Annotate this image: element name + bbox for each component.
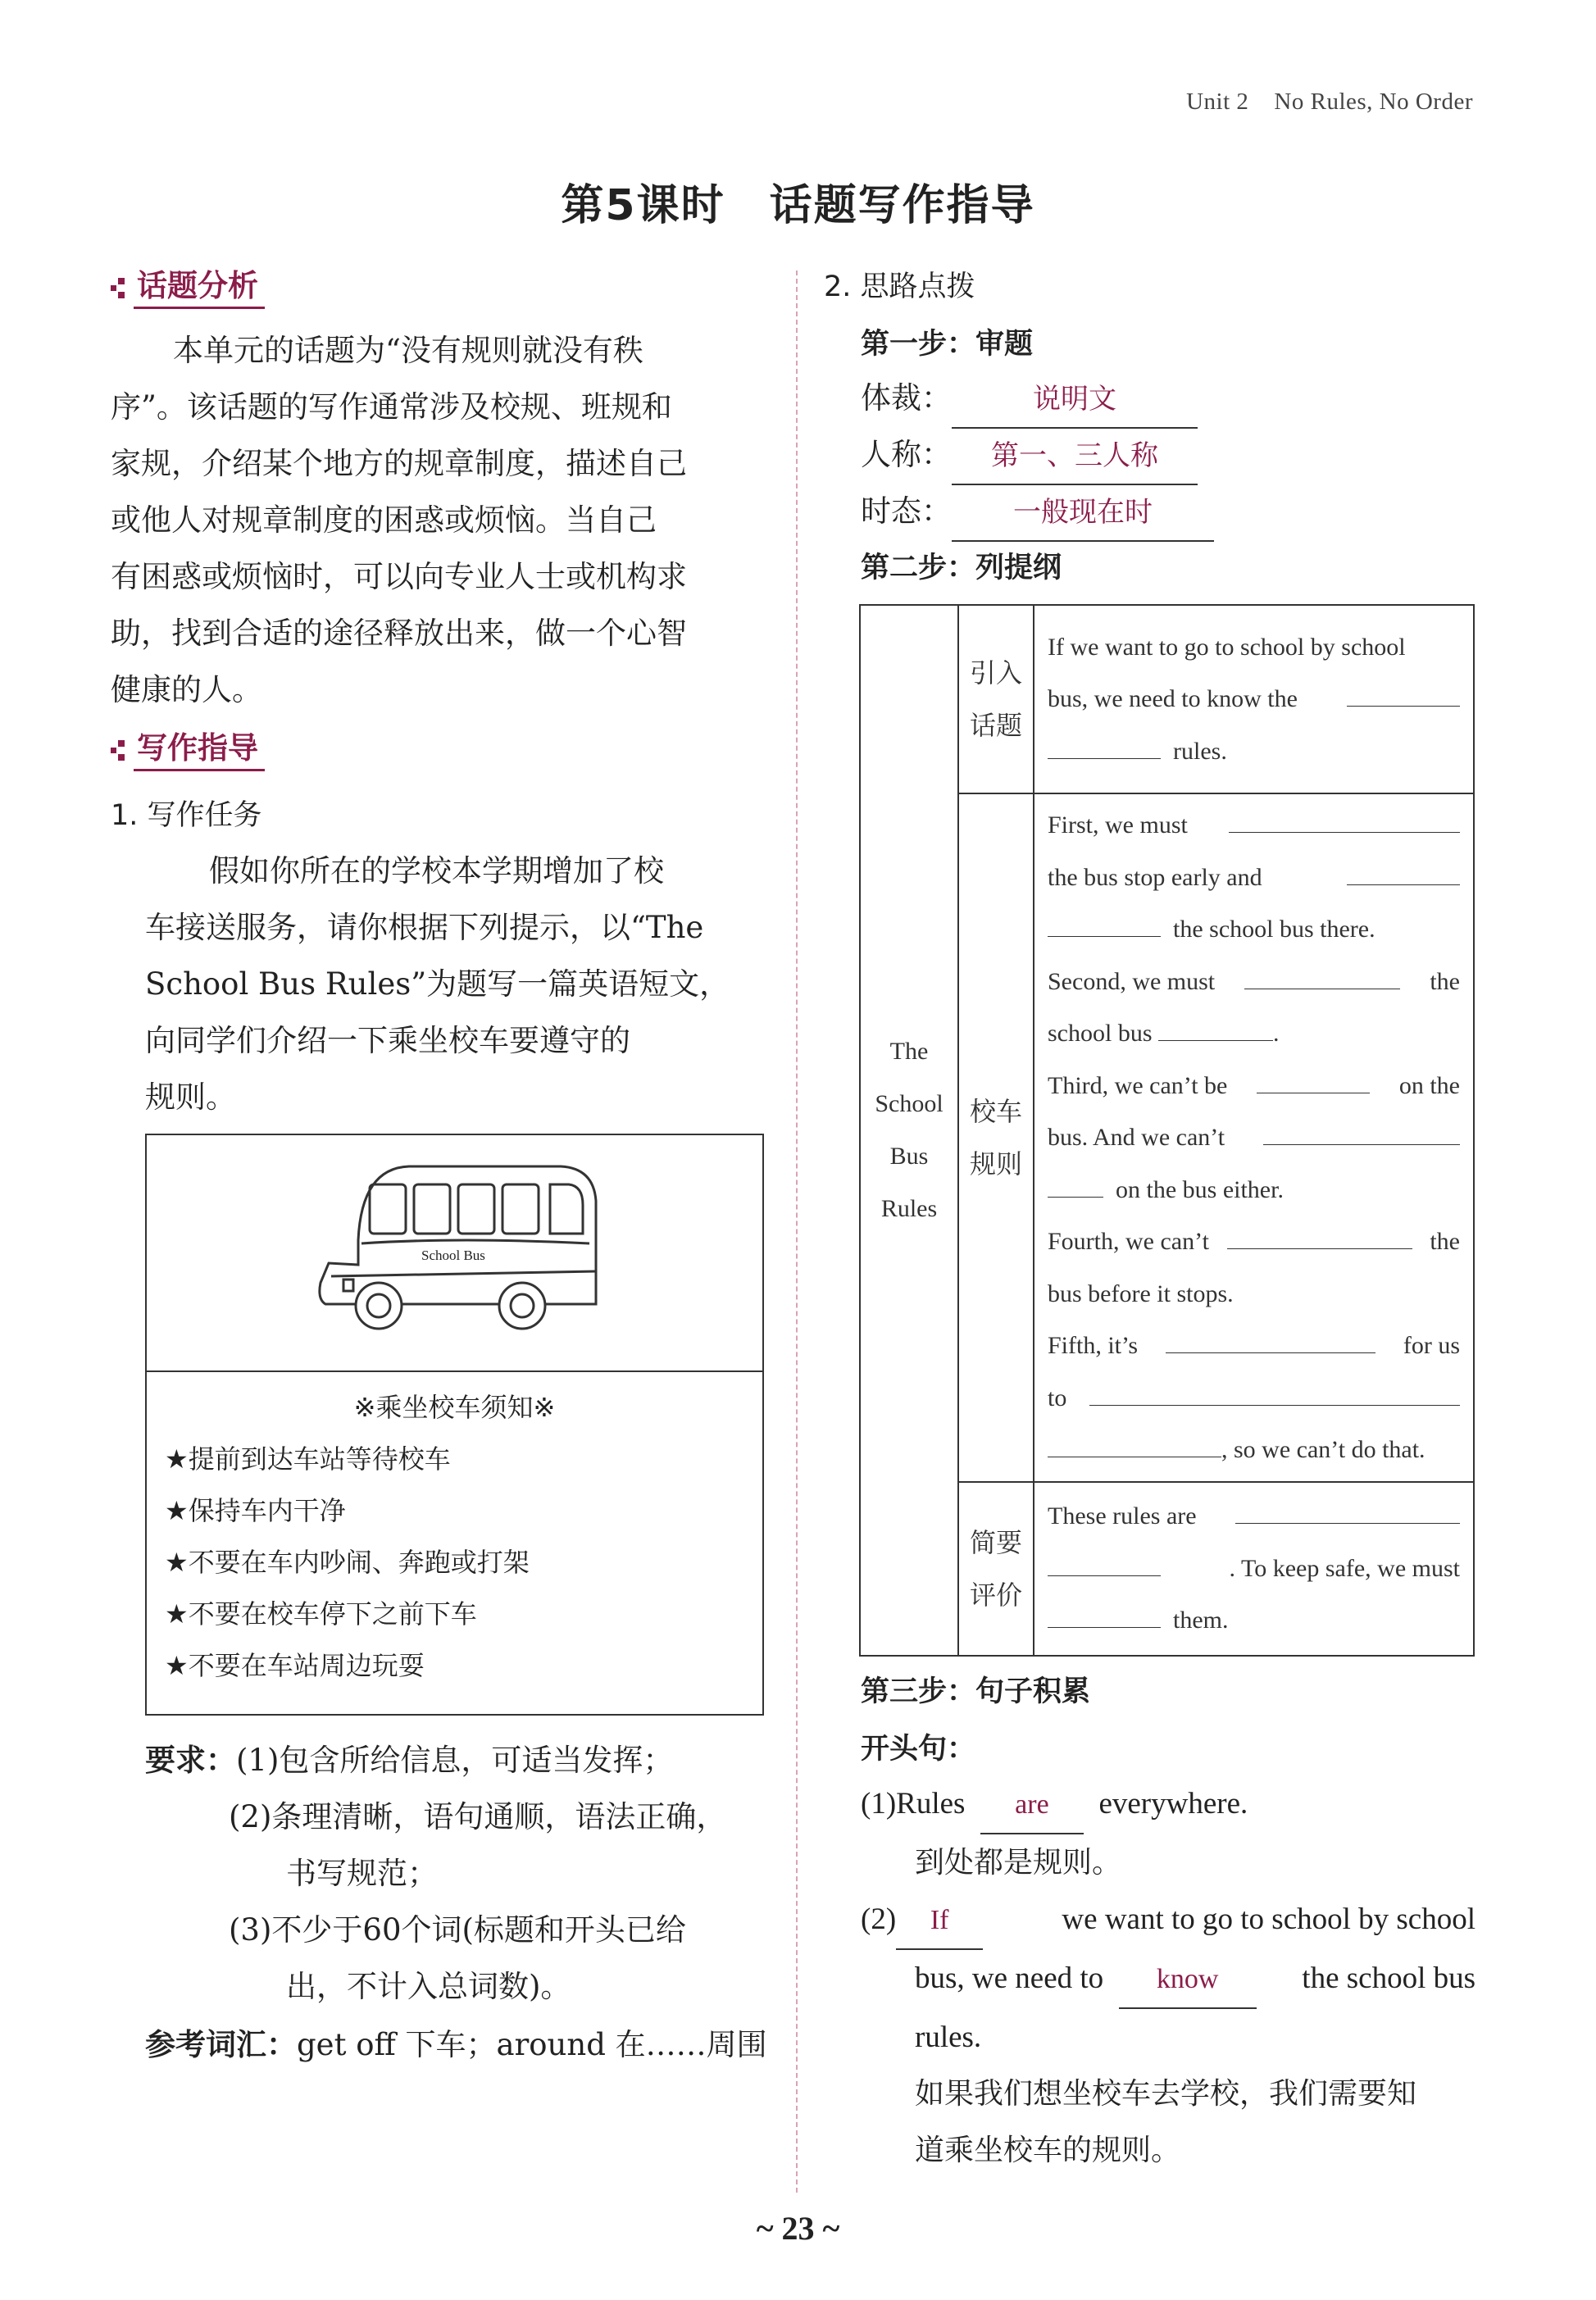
outline-line: Fourth, we can’t (1048, 1228, 1209, 1255)
sentence-text: rules. (915, 2020, 982, 2054)
outline-title-word: School (875, 1089, 944, 1117)
notice-rule: ★保持车内干净 (165, 1495, 346, 1526)
sentence-translation: 道乘坐校车的规则。 (915, 2134, 1181, 2167)
page-number: ~ 23 ~ (756, 2210, 840, 2247)
sentence-answer: If (896, 1892, 983, 1950)
sentence-text: Rules (896, 1787, 966, 1820)
answer-blank[interactable] (1089, 1380, 1460, 1406)
answer-blank[interactable] (1263, 1120, 1460, 1145)
step2-label: 第二步：列提纲 (861, 552, 1062, 584)
outline-table (859, 604, 1475, 1657)
rules-label: 校车 (969, 1095, 1022, 1127)
paragraph-line: 健康的人。 (111, 672, 262, 707)
eval-label: 简要 (969, 1526, 1022, 1558)
outline-line: bus. And we can’t (1048, 1124, 1225, 1151)
outline-line: First, we must (1048, 811, 1188, 839)
sentence-text: bus, we need to (915, 1961, 1104, 1995)
answer-blank[interactable] (1158, 1016, 1273, 1041)
outline-line: bus before it stops. (1048, 1280, 1234, 1307)
sentence-number: (1) (861, 1787, 897, 1820)
outline-line: on the (1398, 1071, 1460, 1099)
sentence-number: (2) (861, 1902, 897, 1936)
outline-line: them. (1173, 1607, 1229, 1634)
paragraph-line: 家规，介绍某个地方的规章制度，描述自己 (111, 446, 687, 481)
outline-line: . To keep safe, we must (1229, 1554, 1460, 1582)
answer-blank[interactable] (1347, 860, 1460, 885)
unit-title: No Rules, No Order (1274, 89, 1473, 115)
requirements (145, 1732, 768, 2015)
notice-rule: ★不要在车站周边玩耍 (165, 1650, 425, 1681)
answer-blank[interactable] (1229, 807, 1460, 833)
outline-title-word: The (889, 1037, 929, 1065)
task-heading: 1. 写作任务 (111, 799, 262, 832)
outline-line: on the bus either. (1116, 1175, 1284, 1203)
reference-vocab (145, 2016, 767, 2073)
outline-line: These rules are (1048, 1502, 1197, 1530)
intro-label-cell (958, 605, 1034, 793)
heading-marker-icon (111, 738, 127, 762)
eval-label: 评价 (969, 1579, 1022, 1611)
lesson-title: 第5课时 话题写作指导 (561, 181, 1035, 230)
intro-content-cell (1034, 605, 1474, 793)
unit-label: Unit 2 (1186, 89, 1249, 115)
eval-content-cell (1034, 1482, 1474, 1656)
bus-side-label: School Bus (421, 1248, 485, 1263)
paragraph-line: 或他人对规章制度的困惑或烦恼。当自己 (111, 502, 657, 538)
person-answer: 第一、三人称 (952, 428, 1198, 485)
outline-line: bus, we need to know the (1048, 685, 1298, 713)
paragraph-line: 序”。该话题的写作通常涉及校规、班规和 (111, 389, 672, 425)
heading-marker-icon (111, 275, 127, 300)
intro-label: 引入 (969, 657, 1022, 689)
answer-blank[interactable] (1048, 734, 1161, 759)
outline-line: If we want to go to school by school (1048, 633, 1406, 661)
outline-line: Fifth, it’s (1048, 1332, 1139, 1359)
outline-title-word: Bus (889, 1142, 929, 1170)
outline-line: the bus stop early and (1048, 863, 1262, 891)
outline-line: for us (1403, 1332, 1460, 1359)
column-divider (796, 270, 798, 2193)
genre-row (861, 370, 1198, 429)
writing-guide-heading (111, 723, 265, 767)
outline-line: the school bus there. (1173, 916, 1375, 943)
outline-line: Second, we must (1048, 967, 1216, 995)
sentence-answer: know (1119, 1951, 1257, 2009)
requirement-item: (1)包含所给信息，可适当发挥； (236, 1743, 674, 1778)
paragraph-line: 助，找到合适的途径释放出来，做一个心智 (111, 616, 687, 651)
notice-rule: ★提前到达车站等待校车 (165, 1443, 451, 1475)
paragraph-line: 有困惑或烦恼时，可以向专业人士或机构求 (111, 559, 687, 594)
intro-label: 话题 (969, 710, 1022, 741)
vocab-label: 参考词汇： (145, 2027, 297, 2062)
task-body (145, 843, 760, 1125)
sentence-text: everywhere. (1098, 1787, 1248, 1820)
answer-blank[interactable] (1048, 1551, 1161, 1576)
paragraph-line: 向同学们介绍一下乘坐校车要遵守的 (145, 1023, 630, 1058)
bus-illustration-area (147, 1135, 762, 1372)
requirements-label: 要求： (145, 1743, 236, 1778)
sentence-answer: are (980, 1776, 1084, 1834)
paragraph-line: 假如你所在的学校本学期增加了校 (209, 853, 664, 889)
step3-label: 第三步：句子积累 (861, 1675, 1091, 1708)
requirement-item: (2)条理清晰，语句通顺，语法正确， (229, 1799, 727, 1834)
notice-rule: ★不要在车内吵闹、奔跑或打架 (165, 1547, 530, 1578)
topic-analysis-heading (111, 261, 265, 305)
outline-line: to (1048, 1384, 1067, 1411)
rules-label-cell (958, 793, 1034, 1482)
outline-line: Third, we can’t be (1048, 1071, 1228, 1099)
sentence-translation: 到处都是规则。 (915, 1846, 1122, 1880)
answer-blank[interactable] (1235, 1498, 1460, 1524)
requirement-item: 出，不计入总词数)。 (286, 1969, 571, 2004)
rules-label: 规则 (969, 1148, 1022, 1180)
outline-title-cell (860, 605, 958, 1656)
sentence-2-line2 (861, 1950, 1476, 2009)
notice-rules (147, 1372, 762, 1692)
sentence-2 (861, 1891, 1476, 1950)
answer-blank[interactable] (1227, 1224, 1412, 1249)
paragraph-line: 规则。 (145, 1080, 236, 1115)
outline-title-word: Rules (880, 1194, 938, 1222)
outline-line: the (1430, 967, 1460, 995)
notice-box (145, 1134, 764, 1716)
vocab-text: get off 下车；around 在……周围 (297, 2027, 767, 2062)
topic-analysis-title: 话题分析 (134, 268, 265, 309)
opening-label: 开头句： (861, 1733, 976, 1766)
outline-line: the (1430, 1228, 1460, 1255)
sentence-text: the school bus (1302, 1961, 1476, 1995)
genre-label: 体裁： (861, 380, 952, 416)
sentence-text: we want to go to school by school (1062, 1902, 1476, 1936)
answer-blank[interactable] (1048, 1432, 1221, 1457)
outline-line: rules. (1173, 737, 1227, 765)
answer-blank[interactable] (1048, 911, 1161, 937)
paragraph-line: 车接送服务，请你根据下列提示，以“The (145, 910, 704, 945)
rules-content-cell (1034, 793, 1474, 1482)
answer-blank[interactable] (1048, 1602, 1161, 1628)
notice-rule: ★不要在校车停下之前下车 (165, 1598, 477, 1630)
sentence-bank (861, 1775, 1476, 2179)
person-label: 人称： (861, 437, 952, 472)
eval-label-cell (958, 1482, 1034, 1656)
notice-title: ※乘坐校车须知※ (353, 1392, 556, 1423)
writing-guide-title: 写作指导 (134, 730, 265, 771)
answer-blank[interactable] (1257, 1068, 1370, 1093)
answer-blank[interactable] (1048, 1172, 1103, 1198)
outline-line: school bus (1048, 1020, 1153, 1047)
sentence-1 (861, 1775, 1476, 1834)
ideas-heading: 2. 思路点拨 (824, 270, 975, 303)
requirement-item: 书写规范； (286, 1856, 438, 1891)
topic-analysis-body (111, 322, 758, 718)
requirement-item: (3)不少于60个词(标题和开头已给 (229, 1912, 686, 1948)
tense-answer: 一般现在时 (952, 484, 1214, 542)
paragraph-line: School Bus Rules”为题写一篇英语短文， (145, 966, 730, 1002)
person-row (861, 427, 1198, 485)
tense-label: 时态： (861, 493, 952, 529)
tense-row (861, 484, 1214, 542)
answer-blank[interactable] (1347, 681, 1460, 707)
running-header (1186, 89, 1473, 116)
sentence-translation: 如果我们想坐校车去学校，我们需要知 (915, 2077, 1417, 2111)
answer-blank[interactable] (1166, 1328, 1375, 1353)
step1-label: 第一步：审题 (861, 328, 1034, 361)
outline-line: , so we can’t do that. (1221, 1436, 1425, 1463)
outline-line: . (1273, 1020, 1280, 1047)
answer-blank[interactable] (1244, 964, 1400, 989)
genre-answer: 说明文 (952, 371, 1198, 429)
paragraph-line: 本单元的话题为“没有规则就没有秩 (173, 333, 643, 368)
